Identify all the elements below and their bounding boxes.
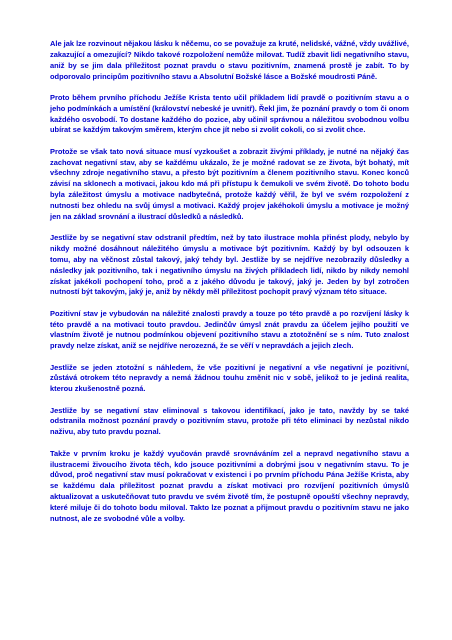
paragraph-6: Jestliže se jeden ztotožní s náhledem, že vše pozitivní je negativní a vše negativní je pozitivní, zůstává otrokem této nepravdy a nemá žádnou touhu změnit nic v sobě, jelikož to je jediná realita, kterou zkušenostně pozná. [50, 362, 409, 394]
paragraph-8: Takže v prvním kroku je každý vyučován pravdě srovnáváním zel a nepravd negativního stavu a ilustracemi živoucího života těch, kdo jsouce pozitivními a dobrými jsou v negativním stavu. To je důvod, proč negativní stav musí pokračovat v existenci i po prvním příchodu Pána Ježíše Krista, aby se každému dala příležitost poznat pravdu a získat motivaci pro rozvíjení pozitivních úmyslů aktualizovat a uskutečňovat tuto pravdu ve svém životě tím, že postupně opouští všechny nepravdy, které miluje či do tohoto bodu miloval. Takto lze poznat a přijmout pravdu o pozitivním stavu ne jako nutnost, ale ze svobodné vůle a volby. [50, 448, 409, 523]
paragraph-1: Ale jak lze rozvinout nějakou lásku k něčemu, co se považuje za kruté, nelidské, vážné, vždy uvážlivé, zakazující a omezující? Nikdo takové rozpoložení nemůže milovat. Tudíž zbavit lidi negativního stavu, aniž by se jim dala příležitost poznat pravdu o stavu pozitivním, znamená prostě je zabít. To by odporovalo principům pozitivního stavu a Absolutní Božské lásce a Božské moudrosti Páně. [50, 39, 409, 81]
paragraph-7: Jestliže by se negativní stav eliminoval s takovou identifikací, jako je tato, navždy by se také odstranila možnost poznání pravdy o pozitivním stavu, protože při této eliminaci by nezůstal nikdo naživu, aby tuto pravdu poznal. [50, 405, 409, 437]
paragraph-5: Pozitivní stav je vybudován na náležité znalosti pravdy a touze po této pravdě a po rozvíjení lásky k této pravdě a na motivaci touto pravdou. Jedinčův úmysl znát pravdu za účelem jejího použití ve vlastním životě je nutnou podmínkou objevení pozitivního stavu a ztotožnění se s ním. Tuto znalost pravdy nelze získat, aniž se nejdříve nerozezná, že se věří v nepravdách a jejich zlech. [50, 308, 409, 351]
paragraph-4: Jestliže by se negativní stav odstranil předtím, než by tato ilustrace mohla přinést plody, nebylo by nikdy možné dosáhnout náležitého úmyslu a motivace být pozitivním. Každý by byl odsouzen k tomu, aby na věčnost zůstal takový, jaký tehdy byl. Jestliže by se nejdříve nezobrazily důsledky a následky jak pozitivního, tak i negativního úmyslu na živých příkladech lidí, nikdo by nikdy nemohl získat jakékoli pochopení toho, proč a z jakého důvodu je takový, jaký je. Jeden by byl zotročen nutností být takovým, jaký je, aniž by někdy měl příležitost pochopit pravý význam této situace. [50, 233, 409, 297]
paragraph-3: Protože se však tato nová situace musí vyzkoušet a zobrazit živými příklady, je nutné na nějaký čas zachovat negativní stav, aby se každému ukázalo, že je možné radovat se ze života, být bohatý, mít všechny zdroje negativního stavu, a přesto být pozitivním a členem pozitivního stavu. Konec konců závisí na sklonech a motivaci, jakou kdo má při přístupu k čemukoli ve svém životě. Do tohoto bodu byla záležitost úmyslu a motivace nadbytečná, protože každý věřil, že byl ve svém rozpoložení z nutnosti bez ohledu na svůj úmysl a motivaci. Každý projev jakéhokoli úmyslu a motivace je možný jen na základ srovnání a ilustrací důsledků a následků. [50, 146, 409, 221]
paragraph-2: Proto během prvního příchodu Ježíše Krista tento učil příkladem lidí pravdě o pozitivním stavu a o jeho podmínkách a umístění (království nebeské je uvnitř). Řekl jim, že poznání pravdy o tom či onom každého osvobodí. To dostane každého do pozice, aby učinil správnou a náležitou svobodnou volbu ubírat se každým takovým směrem, kterým chce jít nebo si zvolit cokoli, co si zvolit chce. [50, 92, 409, 135]
